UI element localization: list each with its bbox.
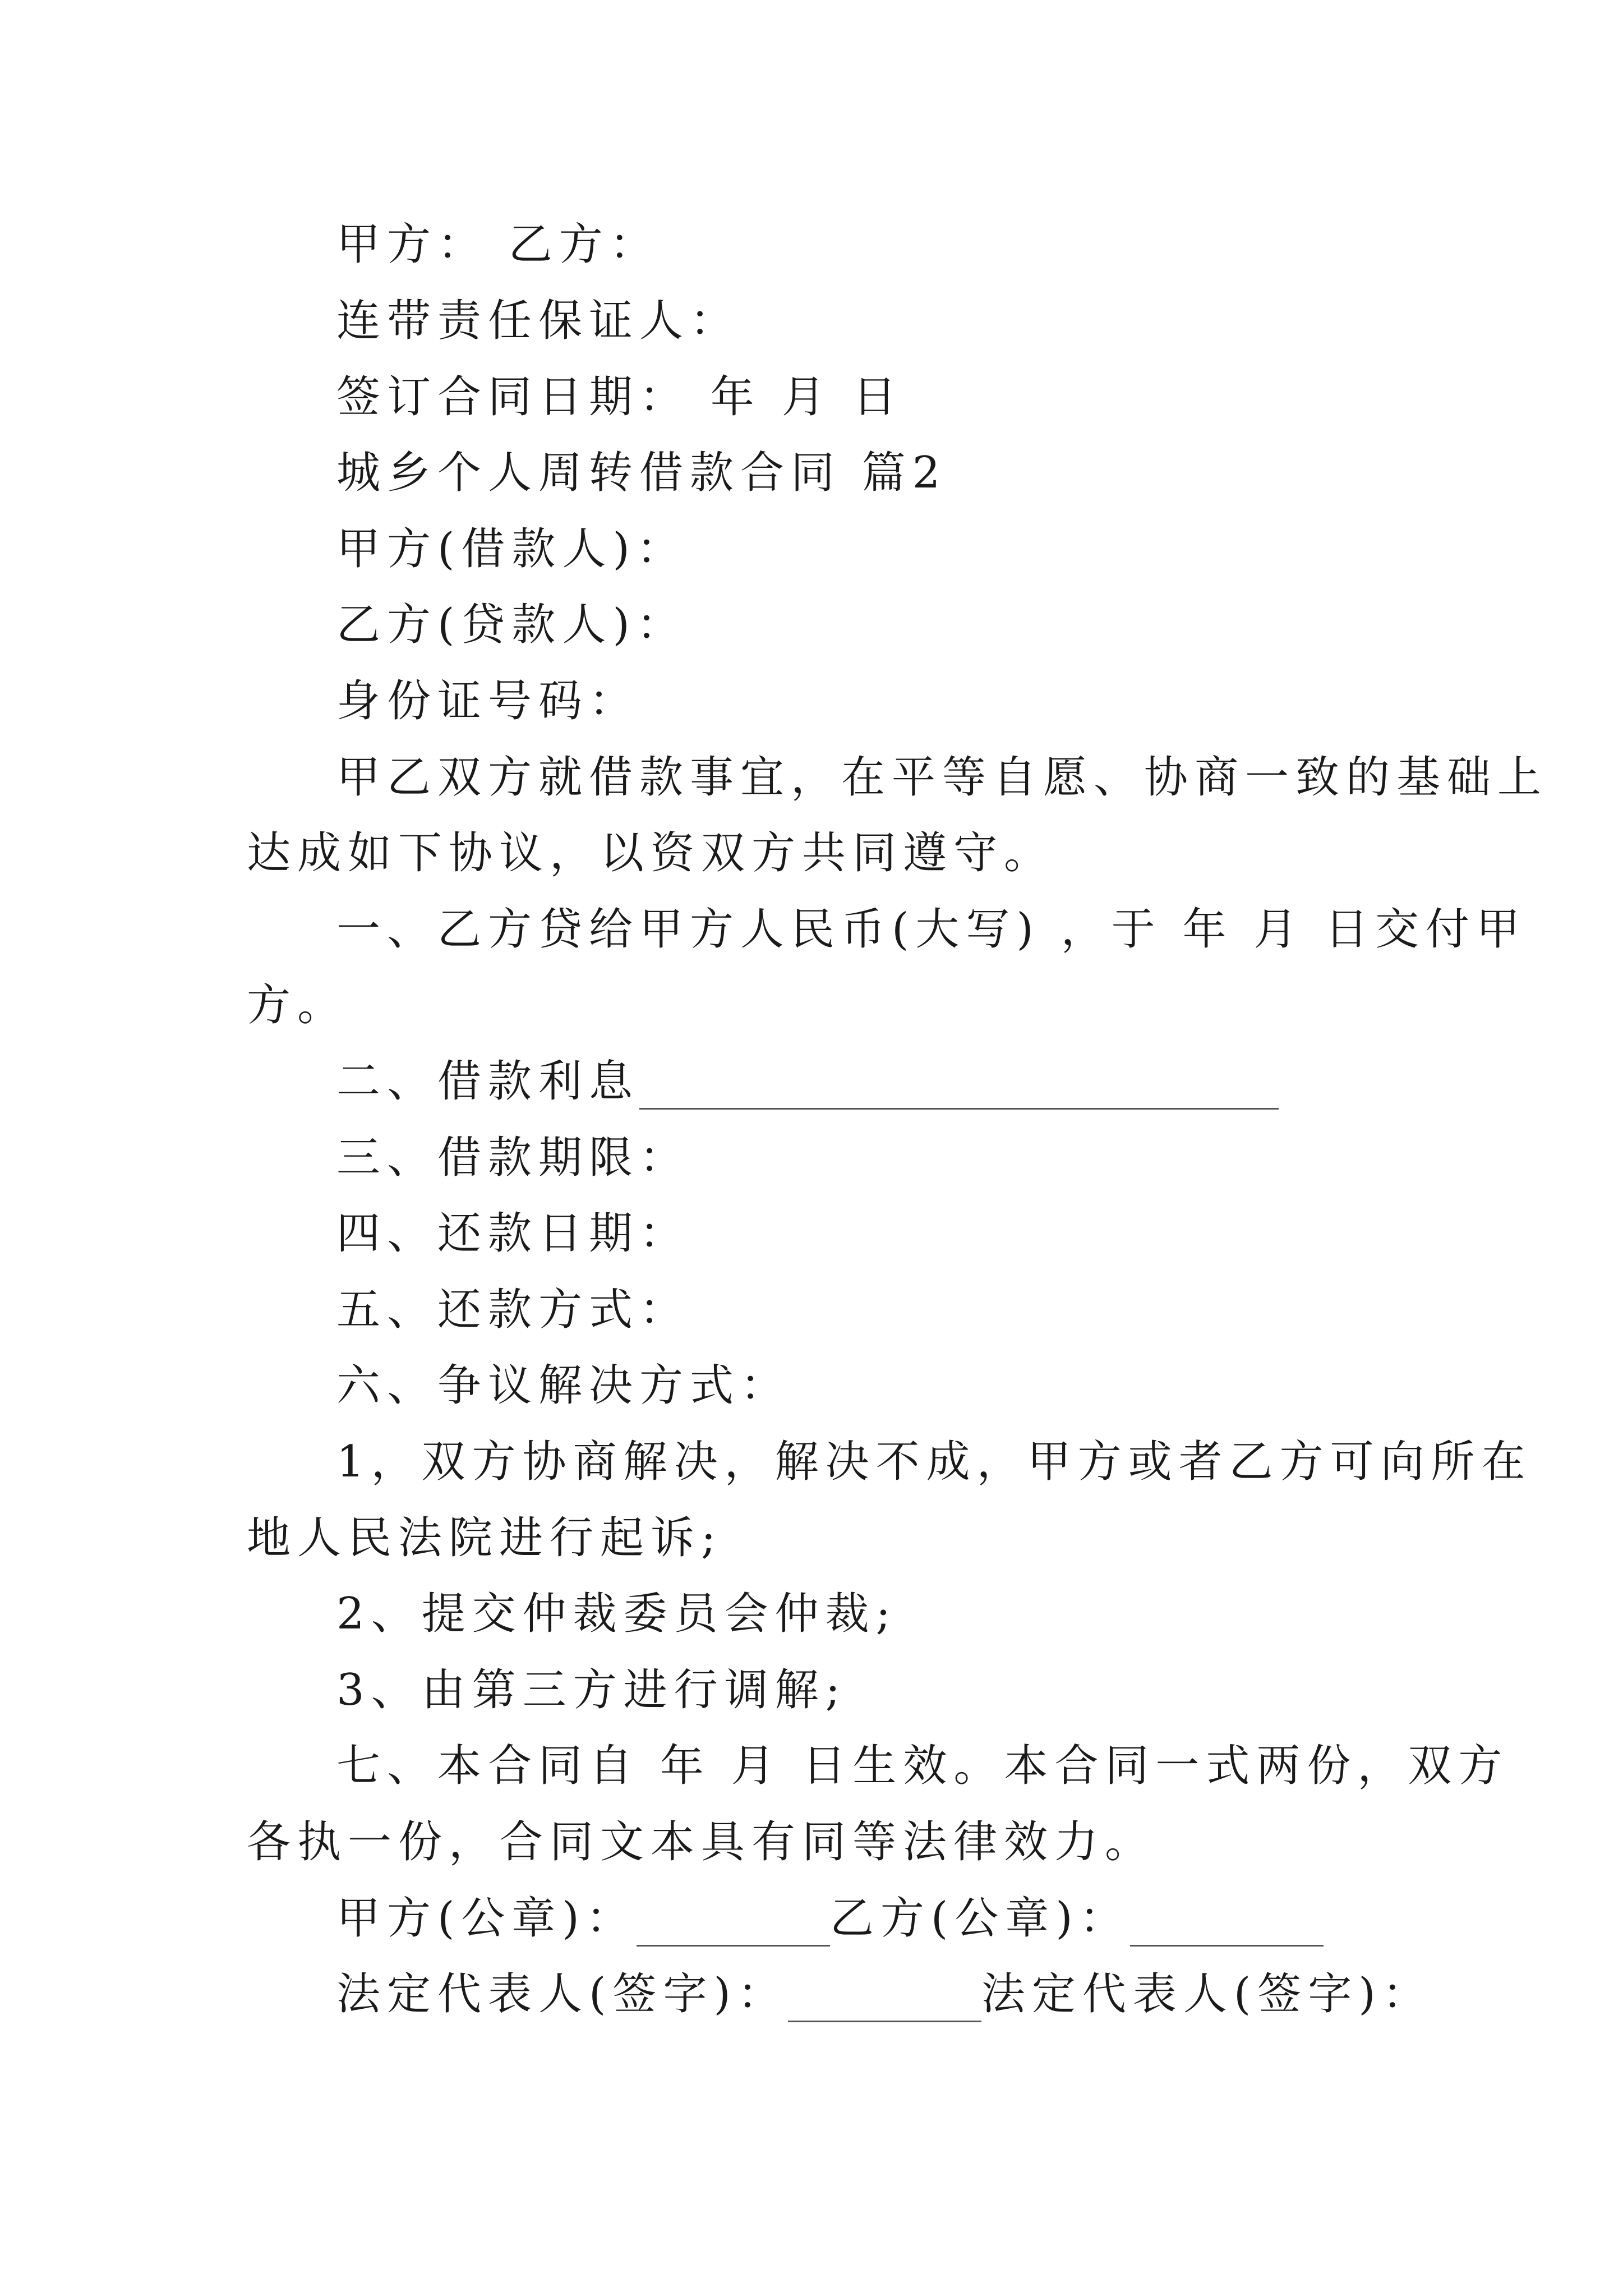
clause-line: 七、本合同自 年 月 日生效。本合同一式两份，双方 (336, 1741, 1509, 1791)
clause-line: 三、借款期限： (336, 1133, 690, 1183)
paragraph-line: 甲乙双方就借款事宜，在平等自愿、协商一致的基础上 (336, 752, 1548, 803)
clause-interest-label: 二、借款利息 (336, 1056, 640, 1107)
seal-line (336, 1890, 1324, 1947)
clause-line: 六、争议解决方式： (336, 1360, 791, 1411)
interest-blank (639, 1068, 1279, 1110)
clause-line: 四、还款日期： (336, 1208, 690, 1259)
clause-line: 各执一份，合同文本具有同等法律效力。 (247, 1817, 1156, 1867)
representative-line (336, 1966, 1433, 2022)
party-a-rep-label: 法定代表人(签字)： (336, 1969, 788, 2019)
clause-line: 一、乙方贷给甲方人民币(大写) ，于 年 月 日交付甲 (336, 904, 1527, 955)
contract-date-line: 签订合同日期： 年 月 日 (336, 372, 903, 422)
clause-line: 地人民法院进行起诉; (247, 1513, 723, 1563)
section-title: 城乡个人周转借款合同 篇2 (336, 448, 947, 498)
clause-line: 方。 (247, 980, 348, 1030)
clause-line: 3、由第三方进行调解; (336, 1665, 847, 1715)
clause-interest (336, 1053, 1279, 1110)
party-a-seal-label: 甲方(公章)： (336, 1893, 637, 1944)
clause-line: 五、还款方式： (336, 1285, 690, 1335)
party-b-rep-label: 法定代表人(签字)： (981, 1969, 1433, 2019)
party-b-seal-blank (1130, 1904, 1324, 1947)
id-number-line: 身份证号码： (336, 676, 640, 726)
borrower-line: 甲方(借款人)： (336, 524, 687, 574)
clause-line: 1，双方协商解决，解决不成，甲方或者乙方可向所在 (336, 1437, 1532, 1487)
party-a-rep-blank (788, 1980, 981, 2022)
party-heading: 甲方： 乙方： (336, 219, 660, 270)
party-a-seal-blank (637, 1904, 830, 1947)
paragraph-line: 达成如下协议，以资双方共同遵守。 (247, 828, 1055, 878)
clause-line: 2、提交仲裁委员会仲裁; (336, 1589, 897, 1639)
party-b-seal-label: 乙方(公章)： (829, 1893, 1130, 1944)
guarantor-line: 连带责任保证人： (336, 296, 741, 346)
lender-line: 乙方(贷款人)： (336, 600, 687, 650)
